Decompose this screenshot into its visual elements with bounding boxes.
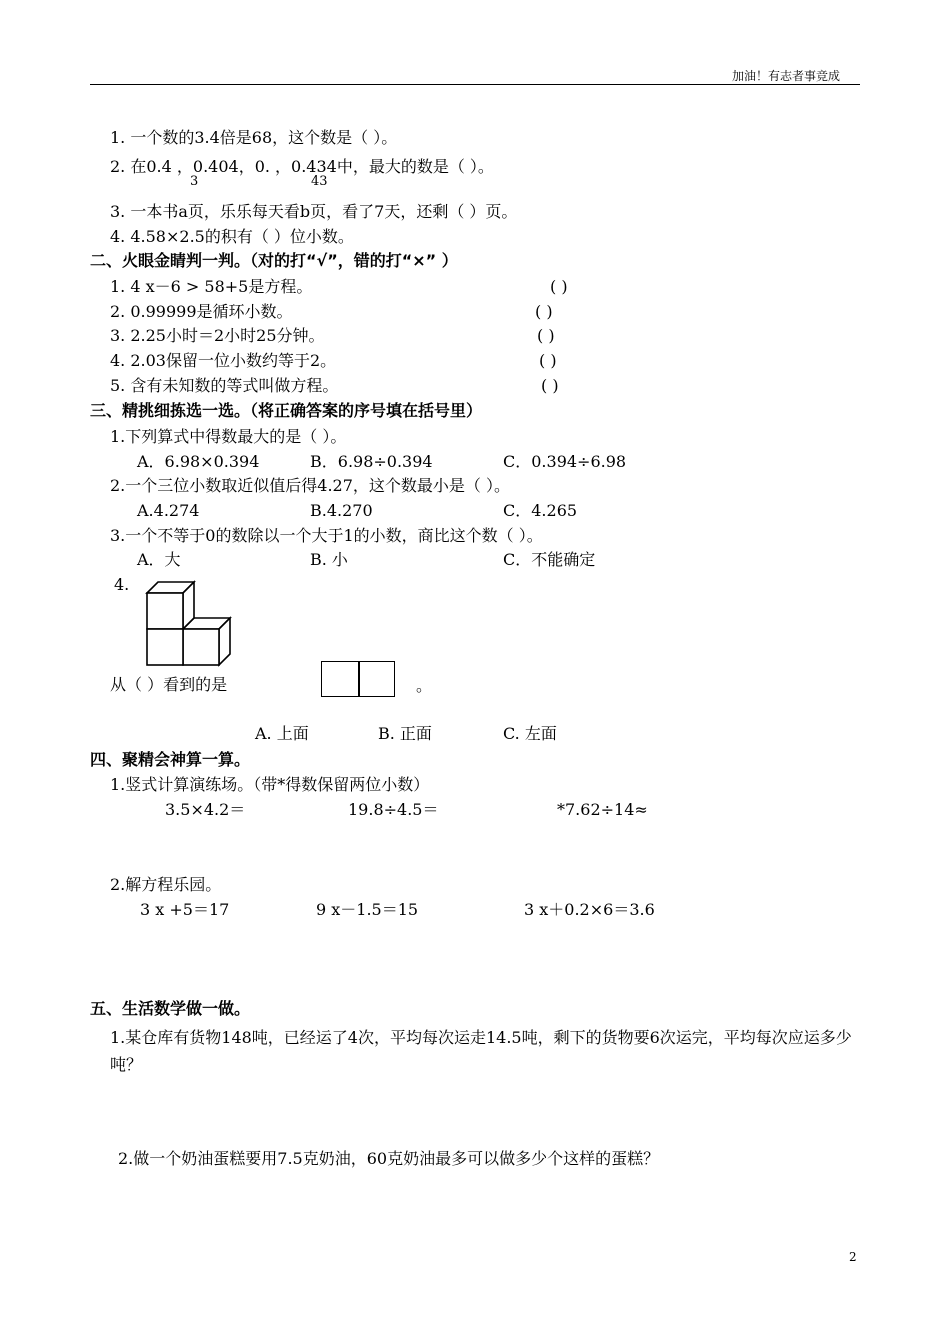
option-a: A.4.274 [137,501,200,520]
question-1-2: 2. 在0.4 ，0.404，0. ，0.434中，最大的数是（ ）。 [110,157,494,176]
judge-item: 2. 0.99999是循环小数。 [110,302,293,321]
answer-blank: ( ) [550,277,568,296]
answer-blank: ( ) [541,376,559,395]
repeating-digit-mark: 3 [190,174,199,189]
question-1-1: 1. 一个数的3.4倍是68，这个数是（ ）。 [110,128,398,147]
option-b: B. 正面 [378,724,432,743]
calc-item: *7.62÷14≈ [557,800,648,819]
option-c: C．4.265 [503,501,578,520]
answer-blank: ( ) [539,351,557,370]
repeating-digit-mark: 43 [311,174,328,189]
option-c: C．不能确定 [503,550,596,569]
option-a: A．6.98×0.394 [137,452,260,471]
equation-item: 9 x－1.5＝15 [316,900,419,919]
judge-item: 3. 2.25小时＝2小时25分钟。 [110,326,325,345]
option-a: A. 上面 [255,724,309,743]
choice-question-4-number: 4. [114,575,130,594]
equation-item: 3 x＋0.2×6＝3.6 [524,900,655,919]
question-4-period: 。 [416,676,433,695]
calc-item: 19.8÷4.5＝ [348,800,439,819]
page-number: 2 [849,1250,857,1264]
judge-item: 5. 含有未知数的等式叫做方程。 [110,376,339,395]
section-3-title: 三、精挑细拣选一选。（将正确答案的序号填在括号里） [90,401,483,420]
equation-item: 3 x +5＝17 [140,900,230,919]
option-b: B．6.98÷0.394 [310,452,433,471]
section-4-title: 四、聚精会神算一算。 [90,750,251,769]
option-b: B. 小 [310,550,348,569]
choice-question-2: 2.一个三位小数取近似值后得4.27，这个数最小是（ ）。 [110,476,510,495]
option-b: B.4.270 [310,501,373,520]
header-rule [90,84,860,85]
word-problem-2: 2.做一个奶油蛋糕要用7.5克奶油，60克奶油最多可以做多少个这样的蛋糕？ [118,1149,660,1168]
calc-item: 3.5×4.2＝ [165,800,246,819]
choice-question-4: 从（ ）看到的是 [110,675,228,694]
question-1-4: 4. 4.58×2.5的积有（ ）位小数。 [110,227,354,246]
cube-stack-figure [140,580,236,670]
header-motto: 加油！有志者事竞成 [732,69,841,83]
answer-blank: ( ) [537,326,555,345]
section-5-title: 五、生活数学做一做。 [90,999,251,1018]
section-2-title: 二、火眼金睛判一判。（对的打“√”，错的打“×” ） [90,251,458,270]
judge-item: 4. 2.03保留一位小数约等于2。 [110,351,337,370]
two-square-view-figure [321,661,395,697]
option-c: C. 左面 [503,724,557,743]
choice-question-1: 1.下列算式中得数最大的是（ ）。 [110,427,347,446]
calc-subsection-title: 1.竖式计算演练场。（带*得数保留两位小数） [110,775,430,794]
option-c: C．0.394÷6.98 [503,452,627,471]
answer-blank: ( ) [535,302,553,321]
word-problem-1: 1.某仓库有货物148吨，已经运了4次，平均每次运走14.5吨，剩下的货物要6次运完，平均每次应运多少吨？ [110,1028,852,1074]
judge-item: 1. 4 x－6 > 58+5是方程。 [110,277,313,296]
choice-question-3: 3.一个不等于0的数除以一个大于1的小数，商比这个数（ ）。 [110,526,543,545]
option-a: A．大 [137,550,181,569]
equation-subsection-title: 2.解方程乐园。 [110,875,222,894]
question-1-3: 3. 一本书a页，乐乐每天看b页，看了7天，还剩（ ）页。 [110,202,518,221]
